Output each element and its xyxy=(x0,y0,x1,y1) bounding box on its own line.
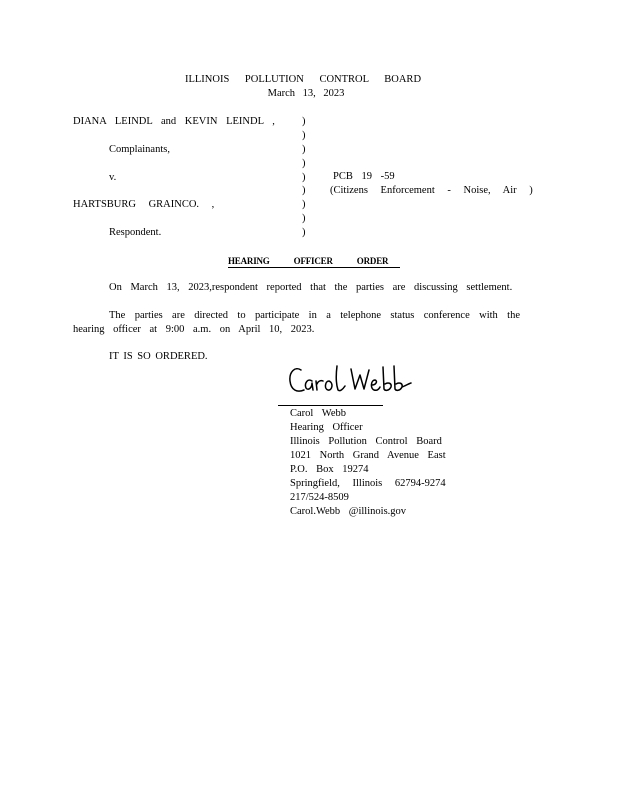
respondent-name: HARTSBURG GRAINCO. , xyxy=(73,199,215,210)
signer-name: Carol Webb xyxy=(290,408,346,419)
caption-paren: ) xyxy=(302,199,306,210)
versus-label: v. xyxy=(109,172,117,183)
complainants-label: Complainants, xyxy=(109,144,170,155)
case-number: PCB 19 -59 xyxy=(333,171,395,182)
order-paragraph-2: The parties are directed to participate in a telephone status conference with the hearing officer at 9:00 a.m. on April 10, 2023. xyxy=(73,310,520,335)
caption-paren: ) xyxy=(302,130,306,141)
caption-paren: ) xyxy=(302,213,306,224)
phone-number: 217/524-8509 xyxy=(290,492,349,503)
caption-paren: ) xyxy=(302,172,306,183)
address-street: 1021 North Grand Avenue East xyxy=(290,450,446,461)
document-date: March 13, 2023 xyxy=(267,88,345,99)
signer-organization: Illinois Pollution Control Board xyxy=(290,436,442,447)
caption-paren: ) xyxy=(302,185,306,196)
caption-paren: ) xyxy=(302,116,306,127)
caption-paren: ) xyxy=(302,227,306,238)
handwritten-signature xyxy=(287,362,415,398)
complainants-names: DIANA LEINDL and KEVIN LEINDL , xyxy=(73,116,275,127)
signer-title: Hearing Officer xyxy=(290,422,363,433)
address-po-box: P.O. Box 19274 xyxy=(290,464,369,475)
agency-title: ILLINOIS POLLUTION CONTROL BOARD xyxy=(184,74,422,85)
case-type: (Citizens Enforcement - Noise, Air ) xyxy=(330,185,533,196)
address-city: Springfield, Illinois 62794-9274 xyxy=(290,478,446,489)
email-address: Carol.Webb @illinois.gov xyxy=(290,506,407,517)
order-title: HEARING OFFICER ORDER xyxy=(228,255,400,268)
caption-paren: ) xyxy=(302,144,306,155)
signature-line xyxy=(278,405,383,406)
caption-paren: ) xyxy=(302,158,306,169)
respondent-label: Respondent. xyxy=(109,227,162,238)
order-paragraph-1: On March 13, 2023,respondent reported that the parties are discussing settlement. xyxy=(109,282,513,293)
order-paragraph-3: IT IS SO ORDERED. xyxy=(109,351,208,362)
